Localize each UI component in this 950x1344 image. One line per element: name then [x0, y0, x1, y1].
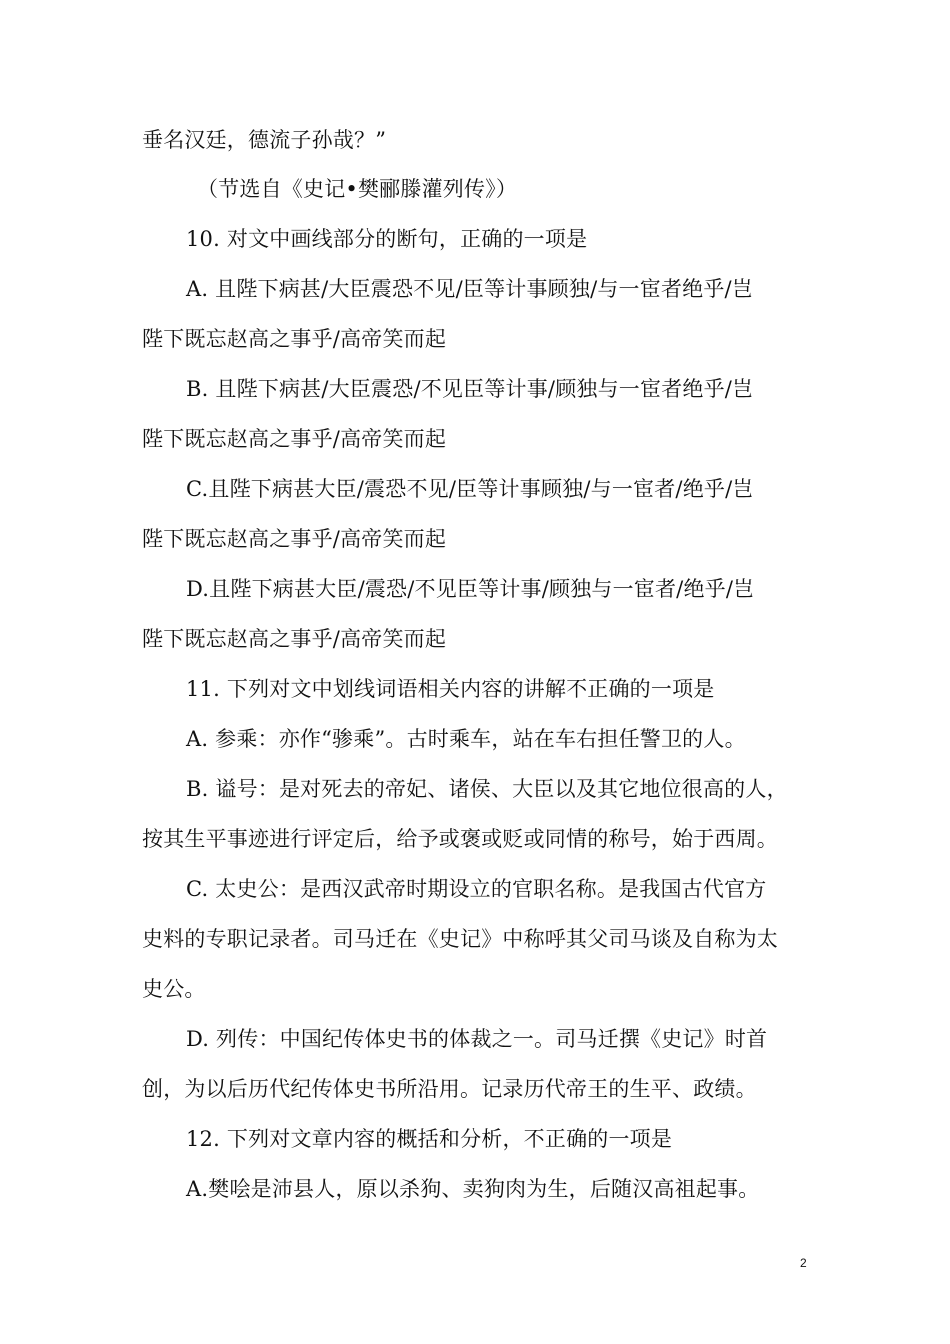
- source-citation: （节选自《史记•樊郦滕灌列传》）: [197, 177, 518, 201]
- question-10-option-b: B. 且陛下病甚/大臣震恐/不见臣等计事/顾独与一宦者绝乎/岂: [186, 377, 754, 401]
- question-11-option-a: A. 参乘：亦作“骖乘”。古时乘车，站在车右担任警卫的人。: [186, 727, 746, 751]
- question-11-option-c: C. 太史公：是西汉武帝时期设立的官职名称。是我国古代官方: [186, 877, 767, 901]
- question-11-option-b-cont: 按其生平事迹进行评定后，给予或褒或贬或同情的称号，始于西周。: [142, 827, 778, 851]
- question-11-stem: 11. 下列对文中划线词语相关内容的讲解不正确的一项是: [186, 677, 715, 701]
- question-11-option-d-cont: 创，为以后历代纪传体史书所沿用。记录历代帝王的生平、政绩。: [142, 1077, 757, 1101]
- question-11-option-b: B. 谥号：是对死去的帝妃、诸侯、大臣以及其它地位很高的人，: [186, 777, 788, 801]
- question-10-option-a: A. 且陛下病甚/大臣震恐不见/臣等计事顾独/与一宦者绝乎/岂: [186, 277, 754, 301]
- question-10-option-b-cont: 陛下既忘赵高之事乎/高帝笑而起: [142, 427, 447, 451]
- question-10-option-c-cont: 陛下既忘赵高之事乎/高帝笑而起: [142, 527, 447, 551]
- question-10-option-a-cont: 陛下既忘赵高之事乎/高帝笑而起: [142, 327, 447, 351]
- question-11-option-d: D. 列传：中国纪传体史书的体裁之一。司马迁撰《史记》时首: [186, 1027, 768, 1051]
- question-11-option-c-cont: 史料的专职记录者。司马迁在《史记》中称呼其父司马谈及自称为太: [142, 927, 778, 951]
- question-10-option-d-cont: 陛下既忘赵高之事乎/高帝笑而起: [142, 627, 447, 651]
- page-number: 2: [800, 1256, 807, 1270]
- question-10-stem: 10. 对文中画线部分的断句，正确的一项是: [186, 227, 588, 251]
- question-10-option-c: C.且陛下病甚大臣/震恐不见/臣等计事顾独/与一宦者/绝乎/岂: [186, 477, 754, 501]
- text-line-1: 垂名汉廷，德流子孙哉？”: [142, 128, 387, 152]
- question-11-option-c-cont-2: 史公。: [142, 977, 206, 1001]
- question-12-stem: 12. 下列对文章内容的概括和分析，不正确的一项是: [186, 1127, 673, 1151]
- question-10-option-d: D.且陛下病甚大臣/震恐/不见臣等计事/顾独与一宦者/绝乎/岂: [186, 577, 755, 601]
- question-12-option-a: A.樊哙是沛县人，原以杀狗、卖狗肉为生，后随汉高祖起事。: [186, 1177, 760, 1201]
